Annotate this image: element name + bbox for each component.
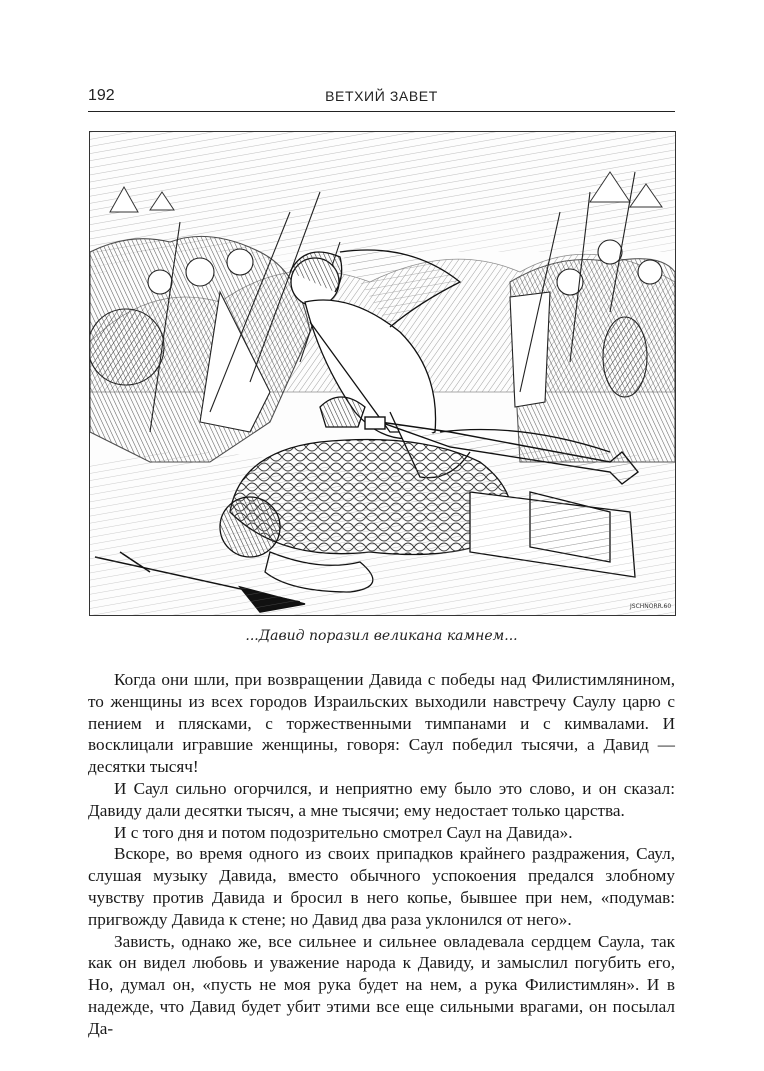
running-header (88, 85, 675, 112)
paragraph: И с того дня и потом подозрительно смотрел Саул на Давида». (114, 822, 573, 842)
paragraph: Когда они шли, при возвращении Давида с победы над Филистимлянином, то женщины из всех городов Израильских выходили навстречу Саулу царю с пением и плясками, с торжественными тимпанами и с кимвалами. И восклицали игравшие женщины, говоря: Саул победил тысячи, а Давид — десятки тысяч! (88, 670, 675, 777)
paragraph: И Саул сильно огорчился, и неприятно ему было это слово, и он сказал: Давиду дали десятки тысяч, а мне тысячи; ему недостает только царства. (88, 778, 675, 820)
artist-signature: JSCHNORR.60 (630, 603, 672, 610)
illustration-caption: ...Давид поразил великана камнем... (245, 628, 518, 644)
body-text (88, 669, 675, 1040)
paragraph: Вскоре, во время одного из своих припадков крайнего раздражения, Саул, слушая музыку Давида, вместо обычного успокоения предался злобному чувству против Давида и бросил в него копье, бывшее при нем, «подумав: пригвожду Давида к стене; но Давид два раза уклонился от него». (88, 844, 675, 929)
page-number: 192 (88, 87, 115, 104)
book-title: ВЕТХИЙ ЗАВЕТ (325, 88, 438, 104)
engraving-david-goliath (90, 132, 675, 615)
illustration (89, 131, 676, 616)
paragraph: Зависть, однако же, все сильнее и сильнее овладевала сердцем Саула, так как он видел любовь и уважение народа к Давиду, и замыслил погубить его, Но, думал он, «пусть не моя рука будет на нем, а рука Филистимлян». И в надежде, что Давид будет убит этими все еще сильными врагами, он посылал Да- (88, 931, 675, 1038)
